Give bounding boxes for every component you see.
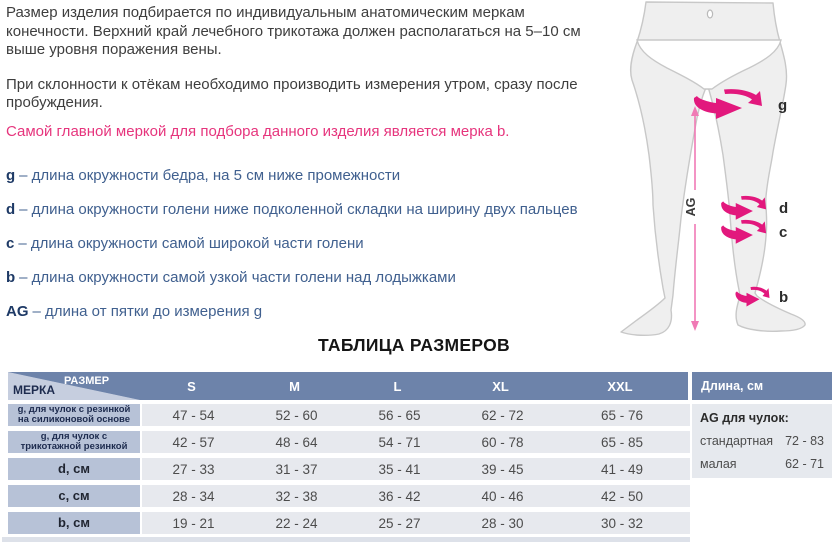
cell-value: 28 - 34 <box>172 488 215 504</box>
cell-value: 39 - 45 <box>481 461 524 477</box>
row-values <box>142 485 690 507</box>
cell-value: 32 - 38 <box>275 488 318 504</box>
cell-value: 56 - 65 <box>378 407 421 423</box>
table-row-g-knit <box>8 431 688 453</box>
length-row-standard <box>700 434 824 448</box>
cell-value: 48 - 64 <box>275 434 318 450</box>
intro-text-block <box>6 4 584 337</box>
measure-key-g: g <box>6 167 16 184</box>
table-row-b <box>8 512 688 534</box>
cell-value: 65 - 76 <box>600 407 644 423</box>
measure-key-b: b <box>6 269 16 286</box>
row-values <box>142 458 690 480</box>
cell-value: 52 - 60 <box>275 407 318 423</box>
cell-value: 42 - 50 <box>600 488 644 504</box>
cell-value: 42 - 57 <box>172 434 215 450</box>
cell-value: 30 - 32 <box>600 515 644 531</box>
table-row-d <box>8 458 688 480</box>
cell-value: 31 - 37 <box>275 461 318 477</box>
definition-b <box>6 269 584 287</box>
cell-value: 41 - 49 <box>600 461 644 477</box>
cell-value: 40 - 46 <box>481 488 524 504</box>
row-label-line1: d, см <box>57 461 90 476</box>
row-label <box>8 458 140 480</box>
measure-key-c: c <box>6 235 15 252</box>
definition-ag <box>6 303 584 321</box>
size-table-corner <box>8 372 140 400</box>
length-label: малая <box>700 457 737 471</box>
measure-key-d: d <box>6 201 16 218</box>
row-label-line1: c, см <box>58 488 90 503</box>
row-label-line2: на силиконовой основе <box>17 414 131 425</box>
table-row-c <box>8 485 688 507</box>
table-row-g-silicone <box>8 404 688 426</box>
col-header-l: L <box>393 378 402 394</box>
cell-value: 25 - 27 <box>378 515 421 531</box>
figure-label-d: d <box>779 200 789 217</box>
figure-label-c: c <box>779 224 788 241</box>
ag-axis-label: AG <box>684 197 698 217</box>
length-value: 72 - 83 <box>785 434 824 448</box>
navel-mark <box>707 10 712 18</box>
measure-text-d: – длина окружности голени ниже подколенной складки на ширину двух пальцев <box>19 201 578 218</box>
measure-text-g: – длина окружности бедра, на 5 см ниже промежности <box>19 167 401 184</box>
cell-value: 62 - 72 <box>481 407 524 423</box>
row-values <box>142 512 690 534</box>
row-label-line2: трикотажной резинкой <box>20 441 128 452</box>
cell-value: 35 - 41 <box>378 461 421 477</box>
measure-key-ag: AG <box>6 303 29 320</box>
size-column-headers <box>140 372 688 400</box>
row-label <box>8 512 140 534</box>
cell-value: 27 - 33 <box>172 461 215 477</box>
row-label-line1: b, см <box>57 515 90 530</box>
length-row-short <box>700 457 824 471</box>
definition-c <box>6 235 584 253</box>
measure-text-ag: – длина от пятки до измерения g <box>32 303 263 320</box>
cell-value: 22 - 24 <box>275 515 318 531</box>
definition-d <box>6 201 584 219</box>
cell-value: 60 - 78 <box>481 434 524 450</box>
intro-paragraph-2: При склонности к отёкам необходимо производить измерения утром, сразу после пробуждения. <box>6 75 578 111</box>
measure-text-c: – длина окружности самой широкой части голени <box>18 235 364 252</box>
cell-value: 28 - 30 <box>481 515 524 531</box>
length-panel-header: Длина, см <box>692 372 832 400</box>
row-label <box>8 404 140 426</box>
row-values <box>142 404 690 426</box>
row-label <box>8 485 140 507</box>
cell-value: 54 - 71 <box>378 434 421 450</box>
table-cutoff-strip <box>2 537 690 542</box>
figure-label-b: b <box>779 289 789 306</box>
cell-value: 65 - 85 <box>600 434 644 450</box>
figure-label-g: g <box>778 97 788 114</box>
measure-text-b: – длина окружности самой узкой части голени над лодыжками <box>19 269 456 286</box>
definition-g <box>6 167 584 185</box>
row-label <box>8 431 140 453</box>
measurement-definitions <box>6 167 584 321</box>
legs-illustration <box>615 0 833 340</box>
corner-label-merka: МЕРКА <box>13 383 55 397</box>
row-label-line1: g, для чулок с <box>40 430 108 442</box>
row-values <box>142 431 690 453</box>
col-header-m: M <box>289 378 300 394</box>
intro-paragraph-1: Размер изделия подбирается по индивидуальным анатомическим меркам конечности. Верхний край лечебного трикотажа должен располагаться на 5–10 см выше уровня поражения вены. <box>6 4 581 58</box>
size-table-header <box>8 372 688 400</box>
cell-value: 19 - 21 <box>172 515 215 531</box>
highlight-note: Самой главной меркой для подбора данного изделия является мерка b. <box>6 122 510 140</box>
cell-value: 47 - 54 <box>172 407 215 423</box>
length-panel-subheader: AG для чулок: <box>700 411 789 425</box>
col-header-s: S <box>187 378 196 394</box>
length-label: стандартная <box>700 434 773 448</box>
corner-label-razmer: РАЗМЕР <box>64 375 110 387</box>
cell-value: 36 - 42 <box>378 488 421 504</box>
size-table <box>8 372 688 539</box>
col-header-xxl: XXL <box>607 378 633 394</box>
row-label-line1: g, для чулок с резинкой <box>17 403 131 415</box>
length-panel-body <box>692 404 832 478</box>
length-value: 62 - 71 <box>785 457 824 471</box>
size-table-title: ТАБЛИЦА РАЗМЕРОВ <box>318 335 510 355</box>
col-header-xl: XL <box>492 378 509 394</box>
length-panel <box>692 372 832 478</box>
